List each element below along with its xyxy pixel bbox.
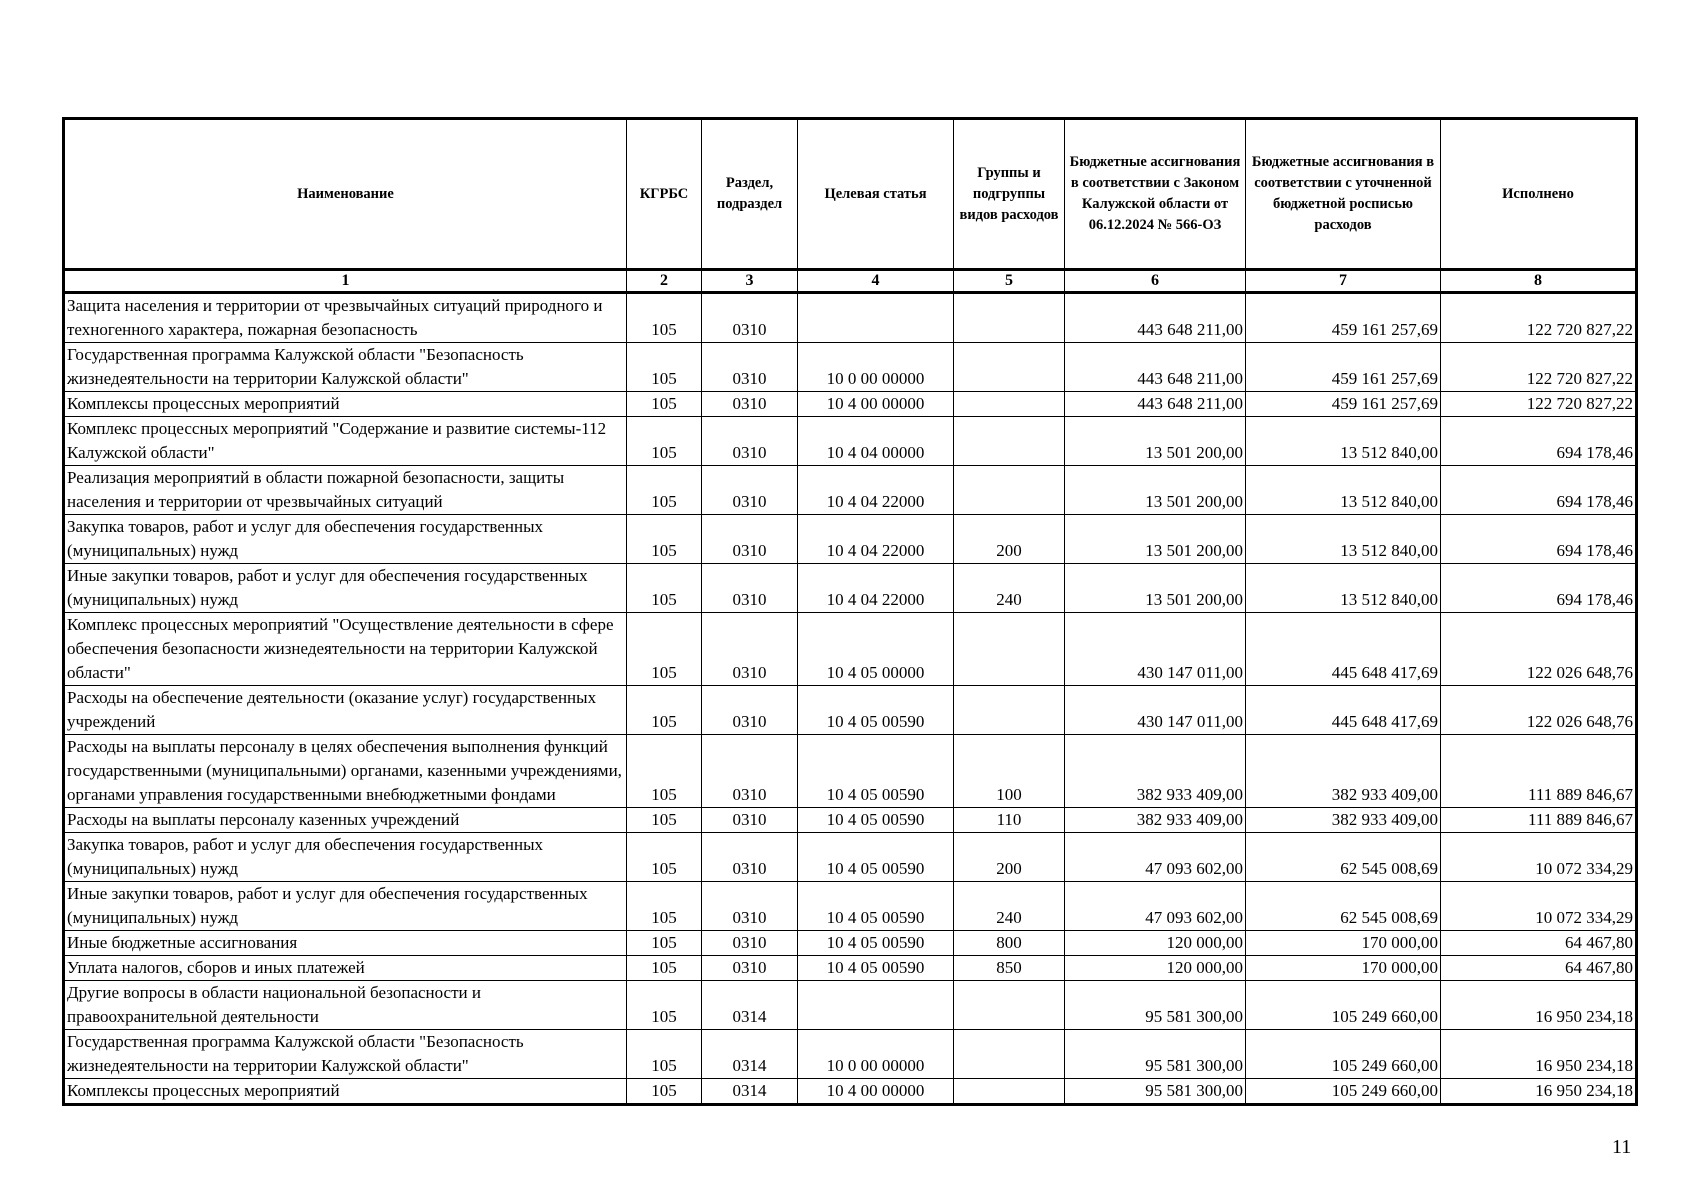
row-kgrbs: 105: [627, 515, 702, 564]
table-row: [64, 735, 1637, 808]
row-section: 0314: [702, 1079, 798, 1105]
row-section: 0314: [702, 981, 798, 1030]
row-target-article: 10 4 05 00590: [798, 833, 954, 882]
row-refined-amount: 459 161 257,69: [1246, 392, 1441, 417]
row-name: Государственная программа Калужской области "Безопасность жизнедеятельности на территории Калужской области": [64, 1030, 627, 1079]
row-section: 0310: [702, 343, 798, 392]
row-target-article: [798, 293, 954, 343]
row-target-article: 10 4 05 00590: [798, 735, 954, 808]
column-number: 4: [798, 270, 954, 293]
row-name: Защита населения и территории от чрезвычайных ситуаций природного и техногенного характера, пожарная безопасность: [64, 293, 627, 343]
column-number: 2: [627, 270, 702, 293]
row-expense-group: 200: [954, 833, 1065, 882]
table-body: [64, 293, 1637, 1105]
row-refined-amount: 13 512 840,00: [1246, 466, 1441, 515]
table-row: [64, 931, 1637, 956]
table-row: [64, 293, 1637, 343]
row-name: Иные закупки товаров, работ и услуг для обеспечения государственных (муниципальных) нужд: [64, 882, 627, 931]
table-row: [64, 686, 1637, 735]
row-expense-group: [954, 686, 1065, 735]
row-section: 0310: [702, 417, 798, 466]
row-section: 0310: [702, 833, 798, 882]
row-name: Закупка товаров, работ и услуг для обеспечения государственных (муниципальных) нужд: [64, 833, 627, 882]
row-refined-amount: 445 648 417,69: [1246, 613, 1441, 686]
row-expense-group: 800: [954, 931, 1065, 956]
row-target-article: 10 4 05 00000: [798, 613, 954, 686]
header-target-article: Целевая статья: [798, 119, 954, 270]
table-row: [64, 343, 1637, 392]
row-section: 0310: [702, 808, 798, 833]
row-target-article: 10 0 00 00000: [798, 343, 954, 392]
table-row: [64, 466, 1637, 515]
row-name: Иные закупки товаров, работ и услуг для обеспечения государственных (муниципальных) нужд: [64, 564, 627, 613]
row-kgrbs: 105: [627, 293, 702, 343]
row-name: Другие вопросы в области национальной безопасности и правоохранительной деятельности: [64, 981, 627, 1030]
row-section: 0310: [702, 735, 798, 808]
header-executed: Исполнено: [1441, 119, 1637, 270]
row-expense-group: 110: [954, 808, 1065, 833]
row-target-article: 10 0 00 00000: [798, 1030, 954, 1079]
header-expense-group: Группы и подгруппы видов расходов: [954, 119, 1065, 270]
row-law-amount: 47 093 602,00: [1065, 882, 1246, 931]
row-refined-amount: 62 545 008,69: [1246, 882, 1441, 931]
budget-execution-table: [62, 117, 1638, 1106]
row-executed-amount: 16 950 234,18: [1441, 1079, 1637, 1105]
table-row: [64, 956, 1637, 981]
row-section: 0310: [702, 882, 798, 931]
row-kgrbs: 105: [627, 1079, 702, 1105]
row-section: 0310: [702, 293, 798, 343]
row-law-amount: 95 581 300,00: [1065, 1030, 1246, 1079]
row-section: 0310: [702, 931, 798, 956]
table-row: [64, 808, 1637, 833]
row-law-amount: 13 501 200,00: [1065, 564, 1246, 613]
table-row: [64, 981, 1637, 1030]
row-executed-amount: 122 720 827,22: [1441, 293, 1637, 343]
header-name: Наименование: [64, 119, 627, 270]
table-row: [64, 417, 1637, 466]
row-name: Иные бюджетные ассигнования: [64, 931, 627, 956]
row-refined-amount: 13 512 840,00: [1246, 417, 1441, 466]
row-section: 0310: [702, 564, 798, 613]
row-expense-group: [954, 981, 1065, 1030]
row-name: Расходы на выплаты персоналу казенных учреждений: [64, 808, 627, 833]
row-executed-amount: 122 720 827,22: [1441, 392, 1637, 417]
row-target-article: 10 4 05 00590: [798, 956, 954, 981]
row-law-amount: 95 581 300,00: [1065, 1079, 1246, 1105]
row-kgrbs: 105: [627, 686, 702, 735]
row-refined-amount: 459 161 257,69: [1246, 343, 1441, 392]
row-executed-amount: 111 889 846,67: [1441, 735, 1637, 808]
row-executed-amount: 10 072 334,29: [1441, 882, 1637, 931]
header-kgrbs: КГРБС: [627, 119, 702, 270]
row-law-amount: 47 093 602,00: [1065, 833, 1246, 882]
row-target-article: 10 4 00 00000: [798, 392, 954, 417]
row-kgrbs: 105: [627, 392, 702, 417]
row-executed-amount: 16 950 234,18: [1441, 981, 1637, 1030]
row-law-amount: 430 147 011,00: [1065, 686, 1246, 735]
row-law-amount: 95 581 300,00: [1065, 981, 1246, 1030]
header-row: [64, 119, 1637, 270]
header-law-appropriations: Бюджетные ассигнования в соответствии с Законом Калужской области от 06.12.2024 № 566-ОЗ: [1065, 119, 1246, 270]
row-name: Комплекс процессных мероприятий "Осуществление деятельности в сфере обеспечения безопасности жизнедеятельности на территории Калужской области": [64, 613, 627, 686]
row-name: Расходы на выплаты персоналу в целях обеспечения выполнения функций государственными (муниципальными) органами, казенными учреждениями, органами управления государственными внебюджетными фондами: [64, 735, 627, 808]
row-expense-group: [954, 392, 1065, 417]
row-kgrbs: 105: [627, 613, 702, 686]
column-number: 6: [1065, 270, 1246, 293]
row-expense-group: [954, 417, 1065, 466]
column-number: 7: [1246, 270, 1441, 293]
column-number: 3: [702, 270, 798, 293]
row-law-amount: 443 648 211,00: [1065, 392, 1246, 417]
row-kgrbs: 105: [627, 956, 702, 981]
row-law-amount: 120 000,00: [1065, 931, 1246, 956]
row-target-article: 10 4 04 22000: [798, 564, 954, 613]
table-row: [64, 613, 1637, 686]
row-executed-amount: 694 178,46: [1441, 564, 1637, 613]
row-name: Закупка товаров, работ и услуг для обеспечения государственных (муниципальных) нужд: [64, 515, 627, 564]
row-expense-group: 850: [954, 956, 1065, 981]
row-name: Комплексы процессных мероприятий: [64, 392, 627, 417]
row-executed-amount: 64 467,80: [1441, 956, 1637, 981]
row-kgrbs: 105: [627, 564, 702, 613]
row-kgrbs: 105: [627, 1030, 702, 1079]
row-kgrbs: 105: [627, 882, 702, 931]
row-name: Уплата налогов, сборов и иных платежей: [64, 956, 627, 981]
row-target-article: 10 4 04 22000: [798, 466, 954, 515]
row-name: Комплексы процессных мероприятий: [64, 1079, 627, 1105]
row-kgrbs: 105: [627, 466, 702, 515]
row-law-amount: 120 000,00: [1065, 956, 1246, 981]
row-refined-amount: 459 161 257,69: [1246, 293, 1441, 343]
row-target-article: 10 4 05 00590: [798, 808, 954, 833]
table-row: [64, 1030, 1637, 1079]
row-law-amount: 13 501 200,00: [1065, 417, 1246, 466]
row-refined-amount: 382 933 409,00: [1246, 735, 1441, 808]
row-expense-group: [954, 613, 1065, 686]
table-row: [64, 392, 1637, 417]
row-section: 0314: [702, 1030, 798, 1079]
row-law-amount: 382 933 409,00: [1065, 808, 1246, 833]
row-target-article: 10 4 04 22000: [798, 515, 954, 564]
row-refined-amount: 105 249 660,00: [1246, 1030, 1441, 1079]
row-refined-amount: 13 512 840,00: [1246, 564, 1441, 613]
row-section: 0310: [702, 466, 798, 515]
row-kgrbs: 105: [627, 981, 702, 1030]
table-row: [64, 882, 1637, 931]
row-name: Государственная программа Калужской области "Безопасность жизнедеятельности на территории Калужской области": [64, 343, 627, 392]
row-section: 0310: [702, 956, 798, 981]
header-refined-appropriations: Бюджетные ассигнования в соответствии с уточненной бюджетной росписью расходов: [1246, 119, 1441, 270]
row-section: 0310: [702, 392, 798, 417]
row-refined-amount: 170 000,00: [1246, 931, 1441, 956]
row-refined-amount: 62 545 008,69: [1246, 833, 1441, 882]
table-row: [64, 564, 1637, 613]
row-executed-amount: 694 178,46: [1441, 466, 1637, 515]
row-refined-amount: 382 933 409,00: [1246, 808, 1441, 833]
row-expense-group: [954, 293, 1065, 343]
row-target-article: [798, 981, 954, 1030]
row-target-article: 10 4 00 00000: [798, 1079, 954, 1105]
row-expense-group: 240: [954, 882, 1065, 931]
row-expense-group: 200: [954, 515, 1065, 564]
row-executed-amount: 10 072 334,29: [1441, 833, 1637, 882]
row-name: Комплекс процессных мероприятий "Содержание и развитие системы-112 Калужской области": [64, 417, 627, 466]
row-refined-amount: 445 648 417,69: [1246, 686, 1441, 735]
row-executed-amount: 16 950 234,18: [1441, 1030, 1637, 1079]
row-expense-group: [954, 1030, 1065, 1079]
row-law-amount: 443 648 211,00: [1065, 343, 1246, 392]
row-expense-group: 100: [954, 735, 1065, 808]
column-number-row: [64, 270, 1637, 293]
column-number: 1: [64, 270, 627, 293]
row-executed-amount: 694 178,46: [1441, 417, 1637, 466]
row-refined-amount: 105 249 660,00: [1246, 981, 1441, 1030]
row-target-article: 10 4 05 00590: [798, 882, 954, 931]
table-row: [64, 1079, 1637, 1105]
row-target-article: 10 4 05 00590: [798, 686, 954, 735]
row-executed-amount: 64 467,80: [1441, 931, 1637, 956]
row-expense-group: [954, 466, 1065, 515]
row-refined-amount: 13 512 840,00: [1246, 515, 1441, 564]
row-expense-group: [954, 343, 1065, 392]
row-section: 0310: [702, 686, 798, 735]
row-law-amount: 382 933 409,00: [1065, 735, 1246, 808]
row-kgrbs: 105: [627, 808, 702, 833]
row-refined-amount: 170 000,00: [1246, 956, 1441, 981]
row-section: 0310: [702, 613, 798, 686]
row-law-amount: 430 147 011,00: [1065, 613, 1246, 686]
row-kgrbs: 105: [627, 417, 702, 466]
row-kgrbs: 105: [627, 833, 702, 882]
column-number: 8: [1441, 270, 1637, 293]
row-target-article: 10 4 04 00000: [798, 417, 954, 466]
header-section: Раздел, подраздел: [702, 119, 798, 270]
row-section: 0310: [702, 515, 798, 564]
row-law-amount: 13 501 200,00: [1065, 466, 1246, 515]
row-law-amount: 443 648 211,00: [1065, 293, 1246, 343]
table-row: [64, 833, 1637, 882]
row-target-article: 10 4 05 00590: [798, 931, 954, 956]
row-expense-group: 240: [954, 564, 1065, 613]
row-executed-amount: 694 178,46: [1441, 515, 1637, 564]
column-number: 5: [954, 270, 1065, 293]
row-expense-group: [954, 1079, 1065, 1105]
table-row: [64, 515, 1637, 564]
row-law-amount: 13 501 200,00: [1065, 515, 1246, 564]
row-kgrbs: 105: [627, 735, 702, 808]
row-executed-amount: 122 026 648,76: [1441, 686, 1637, 735]
row-executed-amount: 122 026 648,76: [1441, 613, 1637, 686]
row-refined-amount: 105 249 660,00: [1246, 1079, 1441, 1105]
row-kgrbs: 105: [627, 343, 702, 392]
page-number: 11: [1612, 1136, 1632, 1158]
row-executed-amount: 122 720 827,22: [1441, 343, 1637, 392]
row-name: Расходы на обеспечение деятельности (оказание услуг) государственных учреждений: [64, 686, 627, 735]
row-kgrbs: 105: [627, 931, 702, 956]
row-executed-amount: 111 889 846,67: [1441, 808, 1637, 833]
row-name: Реализация мероприятий в области пожарной безопасности, защиты населения и территории от чрезвычайных ситуаций: [64, 466, 627, 515]
